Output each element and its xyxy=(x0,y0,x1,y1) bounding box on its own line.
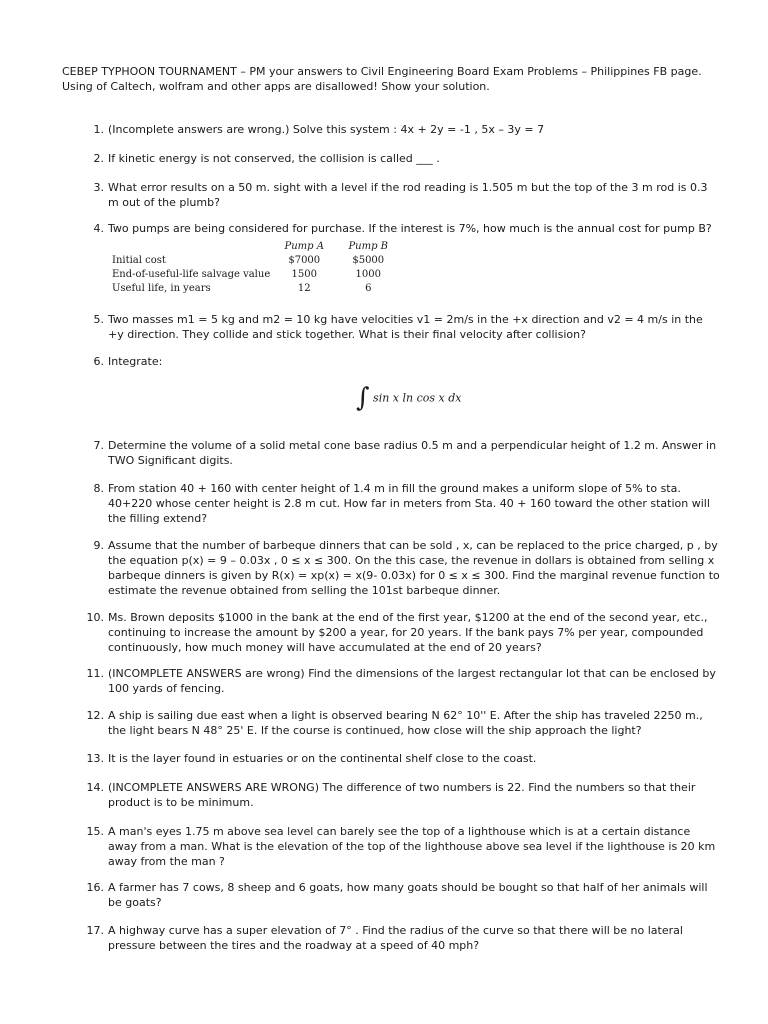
table-cell: $5000 xyxy=(352,255,385,266)
question-item xyxy=(80,481,720,526)
question-number: 2. xyxy=(93,152,104,165)
question-number: 17. xyxy=(86,924,104,937)
question-item xyxy=(80,923,720,953)
table-header-row xyxy=(112,240,402,254)
question-item xyxy=(80,666,720,696)
question-item xyxy=(80,708,720,738)
question-number: 10. xyxy=(86,611,104,624)
question-item xyxy=(80,180,720,210)
question-text: From station 40 + 160 with center height of 1.4 m in fill the ground makes a uniform slope of 5% to sta. 40+220 whose center height is 2.8 m cut. How far in meters from Sta. 40 + 160 toward the other station will the filling extend? xyxy=(108,482,710,525)
question-number: 16. xyxy=(86,881,104,894)
table-cell: 12 xyxy=(297,283,311,294)
question-number: 14. xyxy=(86,781,104,794)
question-number: 1. xyxy=(93,123,104,136)
question-text: Ms. Brown deposits $1000 in the bank at the end of the first year, $1200 at the end of the second year, etc., continuing to increase the amount by $200 a year, for 20 years. If the bank pays 7% per year, compounded continuously, how much money will have accumulated at the end of 20 years? xyxy=(108,611,708,654)
question-item xyxy=(80,151,720,166)
question-number: 13. xyxy=(86,752,104,765)
question-text: What error results on a 50 m. sight with a level if the rod reading is 1.505 m but the top of the 3 m rod is 0.3 m out of the plumb? xyxy=(108,181,708,209)
table-cell: 6 xyxy=(365,283,372,294)
question-item xyxy=(80,880,720,910)
question-number: 12. xyxy=(86,709,104,722)
question-text: (INCOMPLETE ANSWERS are wrong) Find the dimensions of the largest rectangular lot that can be enclosed by 100 yards of fencing. xyxy=(108,667,716,695)
table-header-cell: Pump A xyxy=(284,241,324,252)
table-cell: Useful life, in years xyxy=(112,283,211,294)
question-item xyxy=(80,751,720,766)
question-item xyxy=(80,610,720,655)
question-text: A ship is sailing due east when a light is observed bearing N 62° 10'' E. After the ship has traveled 2250 m., the light bears N 48° 25' E. If the course is continued, how close will the ship approach the light? xyxy=(108,709,703,737)
question-text: A farmer has 7 cows, 8 sheep and 6 goats, how many goats should be bought so that half of her animals will be goats? xyxy=(108,881,708,909)
question-text: A highway curve has a super elevation of 7° . Find the radius of the curve so that there will be no lateral pressure between the tires and the roadway at a speed of 40 mph? xyxy=(108,924,683,952)
question-number: 11. xyxy=(86,667,104,680)
question-number: 5. xyxy=(93,313,104,326)
table-cell: $7000 xyxy=(288,255,321,266)
table-row xyxy=(112,268,402,282)
question-number: 3. xyxy=(93,181,104,194)
question-item xyxy=(80,312,720,342)
question-text: A man's eyes 1.75 m above sea level can barely see the top of a lighthouse which is at a certain distance away from a man. What is the elevation of the top of the lighthouse above sea level if the lighthouse is 20 km away from the man ? xyxy=(108,825,716,868)
question-text: Integrate: xyxy=(108,355,163,368)
question-text: Two masses m1 = 5 kg and m2 = 10 kg have velocities v1 = 2m/s in the +x direction and v2 = 4 m/s in the +y direction. They collide and stick together. What is their final velocity after collision? xyxy=(108,313,703,341)
integral-expression xyxy=(356,383,461,413)
question-item xyxy=(80,122,720,137)
question-number: 6. xyxy=(93,355,104,368)
question-item xyxy=(80,221,720,236)
table-cell: End-of-useful-life salvage value xyxy=(112,269,271,280)
table-row xyxy=(112,282,402,296)
question-number: 15. xyxy=(86,825,104,838)
header-line-1: CEBEP TYPHOON TOURNAMENT – PM your answers to Civil Engineering Board Exam Problems – Philippines FB page. xyxy=(62,65,702,78)
table-cell: Initial cost xyxy=(112,255,166,266)
question-number: 9. xyxy=(93,539,104,552)
question-text: If kinetic energy is not conserved, the collision is called ___ . xyxy=(108,152,440,165)
document-header xyxy=(62,64,722,94)
table-row xyxy=(112,254,402,268)
table-header-cell: Pump B xyxy=(348,241,389,252)
table-cell: 1500 xyxy=(291,269,317,280)
question-item xyxy=(80,824,720,869)
table-header-cell xyxy=(112,240,274,254)
question-item xyxy=(80,780,720,810)
pump-comparison-table xyxy=(112,240,402,296)
question-text: (Incomplete answers are wrong.) Solve this system : 4x + 2y = -1 , 5x – 3y = 7 xyxy=(108,123,545,136)
question-text: Determine the volume of a solid metal cone base radius 0.5 m and a perpendicular height of 1.2 m. Answer in TWO Significant digits. xyxy=(108,439,717,467)
integral-sign: ∫ xyxy=(356,383,370,413)
question-item xyxy=(80,438,720,468)
question-number: 8. xyxy=(93,482,104,495)
question-item xyxy=(80,354,720,369)
question-text: Assume that the number of barbeque dinners that can be sold , x, can be replaced to the price charged, p , by the equation p(x) = 9 – 0.03x , 0 ≤ x ≤ 300. On the this case, the revenue in dollars is obtained from selling x barbeque dinners is given by R(x) = xp(x) = x(9- 0.03x) for 0 ≤ x ≤ 300. Find the marginal revenue function to estimate the revenue obtained from selling the 101st barbeque dinner. xyxy=(108,539,720,597)
question-number: 7. xyxy=(93,439,104,452)
question-item xyxy=(80,538,720,598)
table-cell: 1000 xyxy=(355,269,381,280)
question-text: It is the layer found in estuaries or on the continental shelf close to the coast. xyxy=(108,752,537,765)
question-number: 4. xyxy=(93,222,104,235)
question-text: (INCOMPLETE ANSWERS ARE WRONG) The difference of two numbers is 22. Find the numbers so that their product is to be minimum. xyxy=(108,781,696,809)
integral-body: sin x ln cos x dx xyxy=(373,391,462,405)
question-text: Two pumps are being considered for purchase. If the interest is 7%, how much is the annual cost for pump B? xyxy=(108,222,712,235)
header-line-2: Using of Caltech, wolfram and other apps are disallowed! Show your solution. xyxy=(62,80,490,93)
